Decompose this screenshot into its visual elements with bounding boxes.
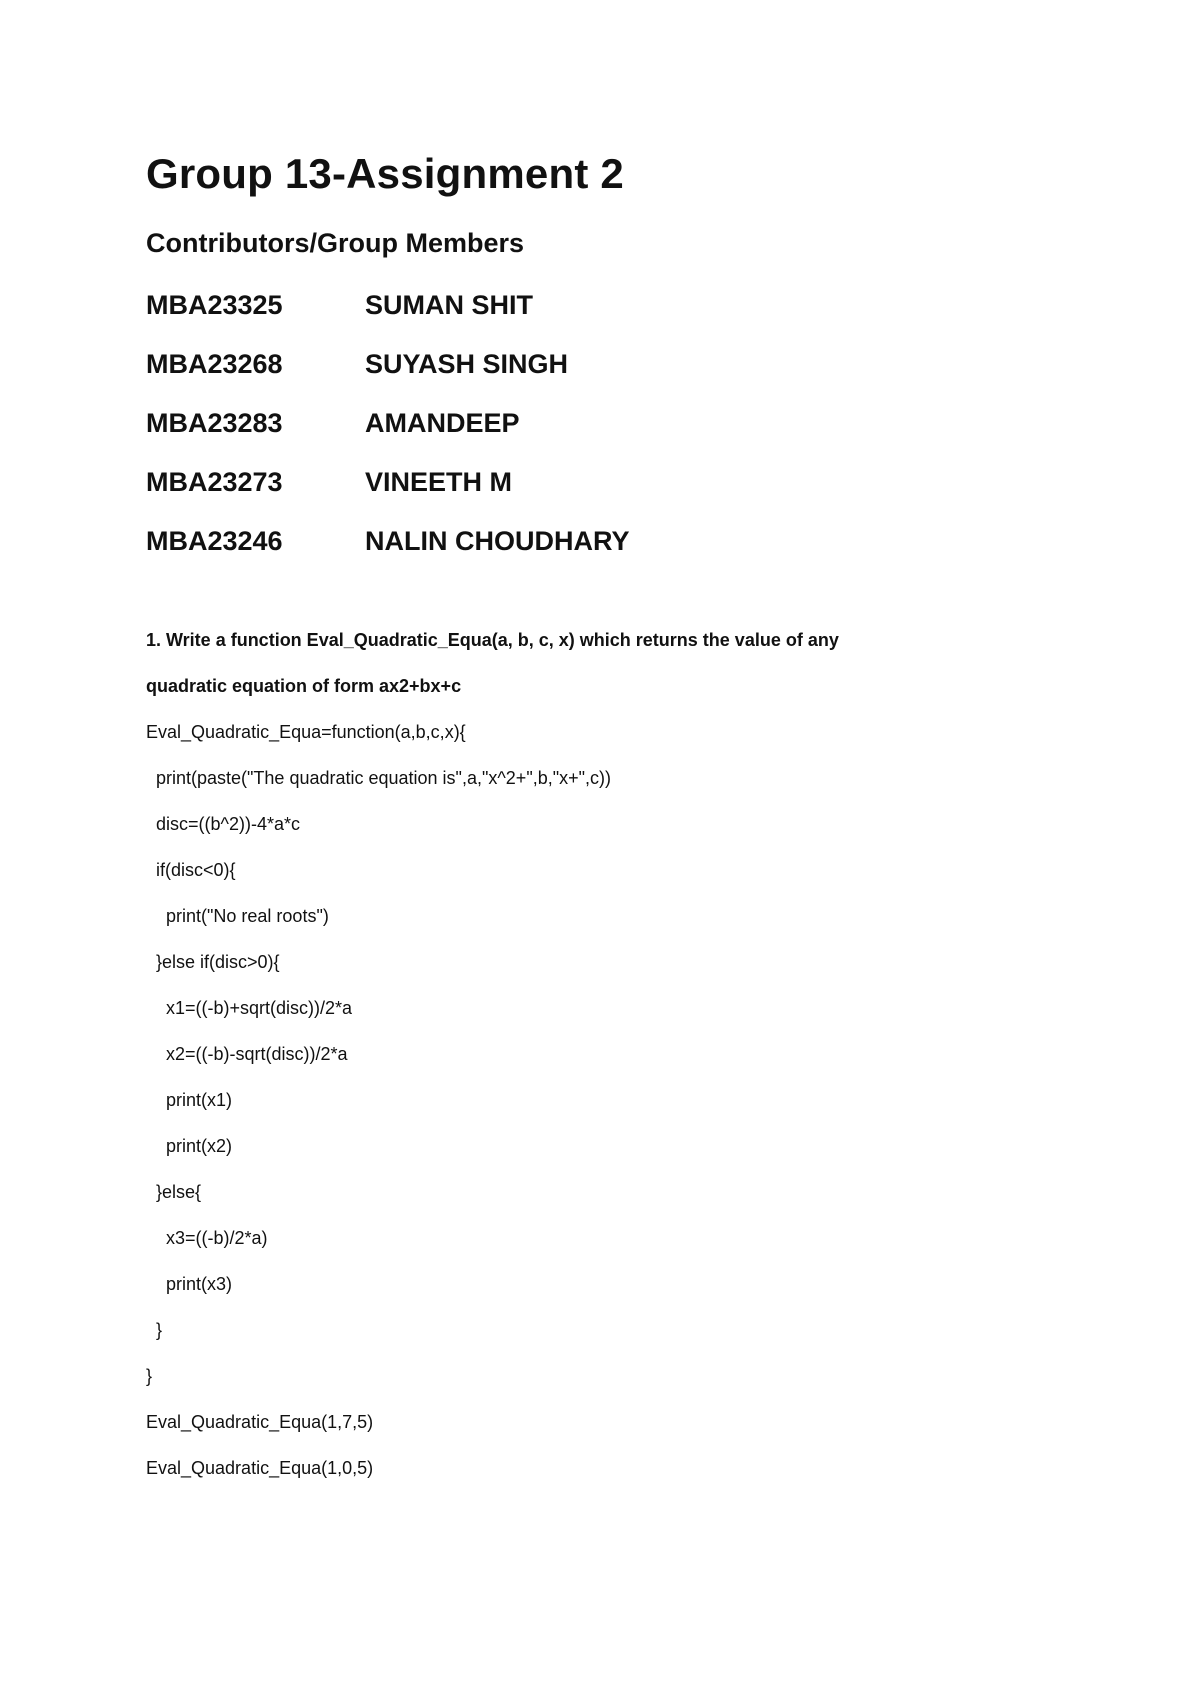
code-line: Eval_Quadratic_Equa(1,0,5) — [146, 1458, 374, 1478]
member-name: AMANDEEP — [365, 408, 520, 438]
members-heading: Contributors/Group Members — [146, 228, 525, 258]
member-id: MBA23283 — [146, 408, 283, 438]
code-line: disc=((b^2))-4*a*c — [146, 814, 300, 834]
question-line-2: quadratic equation of form ax2+bx+c — [146, 676, 462, 696]
code-line: Eval_Quadratic_Equa(1,7,5) — [146, 1412, 374, 1432]
member-id: MBA23246 — [146, 526, 283, 556]
code-line: }else{ — [146, 1182, 202, 1202]
member-id: MBA23325 — [146, 290, 283, 320]
member-name: SUYASH SINGH — [365, 349, 569, 379]
code-line: x3=((-b)/2*a) — [146, 1228, 268, 1248]
question-line-1: 1. Write a function Eval_Quadratic_Equa(a, b, c, x) which returns the value of any — [146, 630, 839, 650]
member-name: SUMAN SHIT — [365, 290, 533, 320]
member-row — [146, 526, 846, 562]
code-line: print(x3) — [146, 1274, 233, 1294]
code-line: }else if(disc>0){ — [146, 952, 280, 972]
member-row — [146, 349, 846, 385]
code-line: Eval_Quadratic_Equa=function(a,b,c,x){ — [146, 722, 466, 742]
member-row — [146, 467, 846, 503]
member-row — [146, 290, 846, 326]
member-id: MBA23273 — [146, 467, 283, 497]
code-line: if(disc<0){ — [146, 860, 236, 880]
code-line: } — [146, 1366, 153, 1386]
member-row — [146, 408, 846, 444]
code-line: x1=((-b)+sqrt(disc))/2*a — [146, 998, 353, 1018]
code-line: } — [146, 1320, 163, 1340]
code-line: print(paste("The quadratic equation is",a,"x^2+",b,"x+",c)) — [146, 768, 612, 788]
document-title: Group 13-Assignment 2 — [146, 150, 624, 197]
member-name: NALIN CHOUDHARY — [365, 526, 630, 556]
member-name: VINEETH M — [365, 467, 513, 497]
member-id: MBA23268 — [146, 349, 283, 379]
code-line: print(x1) — [146, 1090, 233, 1110]
code-line: print(x2) — [146, 1136, 233, 1156]
code-line: x2=((-b)-sqrt(disc))/2*a — [146, 1044, 348, 1064]
code-line: print("No real roots") — [146, 906, 329, 926]
